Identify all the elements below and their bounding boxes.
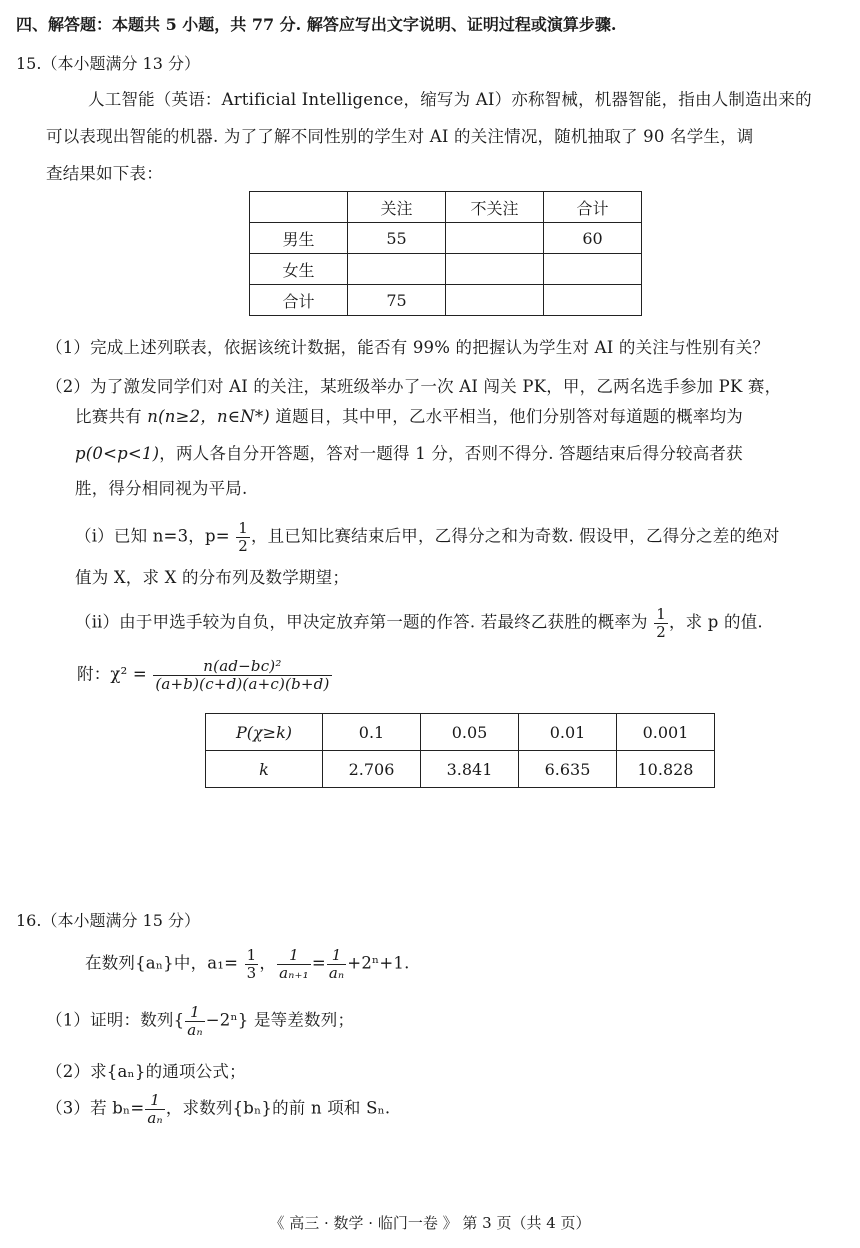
text: 比赛共有 — [75, 407, 148, 426]
text: ，求 p 的值. — [668, 612, 763, 632]
table-cell: 0.1 — [323, 714, 421, 751]
math: p(0<p<1) — [75, 444, 160, 463]
text: 道题目，其中甲，乙水平相当，他们分别答对每道题的概率均为 — [269, 407, 743, 426]
formula-fraction — [153, 658, 331, 692]
fraction-recurrence-lhs — [277, 947, 311, 981]
denominator: aₙ — [147, 1108, 163, 1127]
fraction-inverse-an — [185, 1004, 204, 1038]
text: 在数列{aₙ}中，a₁= — [85, 953, 239, 973]
q15-sub-ii — [75, 606, 763, 640]
denominator: (a+b)(c+d)(a+c)(b+d) — [155, 674, 330, 693]
table-cell: P(χ≥k) — [206, 714, 323, 751]
q15-stem-line2: 可以表现出智能的机器. 为了了解不同性别的学生对 AI 的关注情况，随机抽取了 90 名学生，调 — [46, 127, 754, 146]
text: （1）证明：数列{ — [46, 1010, 185, 1030]
q15-part2-line4: 胜，得分相同视为平局. — [75, 479, 248, 498]
text: ，求数列{bₙ}的前 n 项和 Sₙ. — [165, 1098, 391, 1118]
fraction-half — [236, 520, 250, 554]
contingency-table — [249, 191, 642, 316]
critical-value-table — [205, 713, 715, 788]
table-cell: 6.635 — [519, 751, 617, 788]
equals-sign: = — [311, 953, 326, 973]
q15-stem-line1: 人工智能（英语：Artificial Intelligence，缩写为 AI）亦称智械，机器智能，指由人制造出来的 — [88, 90, 812, 109]
table-cell: 10.828 — [617, 751, 715, 788]
fraction-half — [654, 606, 668, 640]
text: −2ⁿ} 是等差数列； — [205, 1010, 355, 1030]
q15-header: 15.（本小题满分 13 分） — [16, 54, 200, 73]
q15-stem-line3: 查结果如下表： — [46, 164, 163, 183]
q16-part2: （2）求{aₙ}的通项公式； — [46, 1062, 246, 1081]
text: （ⅰ）已知 n=3，p= — [75, 526, 230, 546]
table-cell: 60 — [544, 223, 642, 254]
table-cell — [348, 254, 446, 285]
numerator: 1 — [656, 605, 666, 623]
table-header-row — [250, 192, 642, 223]
numerator: 1 — [327, 947, 346, 965]
table-cell — [446, 254, 544, 285]
table-cell — [544, 254, 642, 285]
table-row — [206, 714, 715, 751]
table-cell: 关注 — [348, 192, 446, 223]
q16-part1 — [46, 1004, 354, 1038]
denominator: aₙ₊₁ — [279, 963, 309, 982]
table-cell: 2.706 — [323, 751, 421, 788]
text: +2ⁿ+1. — [347, 953, 410, 973]
table-cell: 0.001 — [617, 714, 715, 751]
table-row — [250, 223, 642, 254]
table-cell — [544, 285, 642, 316]
page-footer: 《 高三 · 数学 · 临门一卷 》 第 3 页（共 4 页） — [269, 1214, 591, 1232]
q15-part2-line3 — [75, 440, 743, 464]
fraction-recurrence-rhs — [327, 947, 346, 981]
q16-part3 — [46, 1092, 390, 1126]
denominator: aₙ — [187, 1020, 203, 1039]
section-title: 四、解答题：本题共 5 小题，共 77 分. 解答应写出文字说明、证明过程或演算步骤. — [16, 15, 617, 34]
table-cell: 男生 — [250, 223, 348, 254]
numerator: 1 — [145, 1092, 164, 1110]
table-cell: 75 — [348, 285, 446, 316]
table-cell: 合计 — [250, 285, 348, 316]
denominator: 2 — [656, 622, 666, 641]
formula-label: 附：χ² = — [77, 664, 147, 684]
denominator: aₙ — [328, 963, 345, 982]
denominator: 3 — [246, 963, 257, 982]
q15-part2-line2 — [75, 403, 743, 427]
table-cell: 0.05 — [421, 714, 519, 751]
table-cell: 55 — [348, 223, 446, 254]
text: ，两人各自分开答题，答对一题得 1 分，否则不得分. 答题结束后得分较高者获 — [159, 444, 743, 463]
q16-stem: 在数列{aₙ}中，a₁= $\frac{1}{3}$ ， $\frac{1}{\text{aₙ₊₁}}$ = $\frac{1}{\text{aₙ}}$ +2ⁿ+1. — [85, 946, 410, 982]
numerator: 1 — [185, 1004, 204, 1022]
q15-part1: （1）完成上述列联表，依据该统计数据，能否有 99% 的把握认为学生对 AI 的关注与性别有关？ — [46, 338, 770, 357]
text: ，且已知比赛结束后甲，乙得分之和为奇数. 假设甲，乙得分之差的绝对 — [250, 526, 780, 546]
table-cell — [446, 223, 544, 254]
table-row — [250, 285, 642, 316]
table-cell: 不关注 — [446, 192, 544, 223]
numerator: 1 — [238, 519, 248, 537]
chi-square-formula — [77, 658, 333, 692]
q15-sub-i-line2: 值为 X，求 X 的分布列及数学期望； — [75, 568, 350, 587]
q15-part2-line1: （2）为了激发同学们对 AI 的关注，某班级举办了一次 AI 闯关 PK，甲，乙两名选手参加 PK 赛， — [46, 377, 782, 396]
math: n(n≥2，n∈N*) — [147, 407, 270, 426]
table-cell: 0.01 — [519, 714, 617, 751]
table-row — [250, 254, 642, 285]
table-cell: 合计 — [544, 192, 642, 223]
fraction-bn — [145, 1092, 164, 1126]
text: （3）若 bₙ= — [46, 1098, 145, 1118]
numerator: n(ad−bc)² — [153, 658, 331, 676]
table-cell — [250, 192, 348, 223]
denominator: 2 — [238, 536, 248, 555]
table-cell — [446, 285, 544, 316]
numerator: 1 — [246, 946, 257, 964]
table-cell: k — [206, 751, 323, 788]
fraction-a1 — [245, 947, 259, 981]
q15-sub-i — [75, 520, 780, 554]
q16-header: 16.（本小题满分 15 分） — [16, 911, 200, 930]
table-cell: 3.841 — [421, 751, 519, 788]
numerator: 1 — [277, 947, 311, 965]
table-cell: 女生 — [250, 254, 348, 285]
text: （ⅱ）由于甲选手较为自负，甲决定放弃第一题的作答. 若最终乙获胜的概率为 — [75, 612, 648, 632]
table-row — [206, 751, 715, 788]
